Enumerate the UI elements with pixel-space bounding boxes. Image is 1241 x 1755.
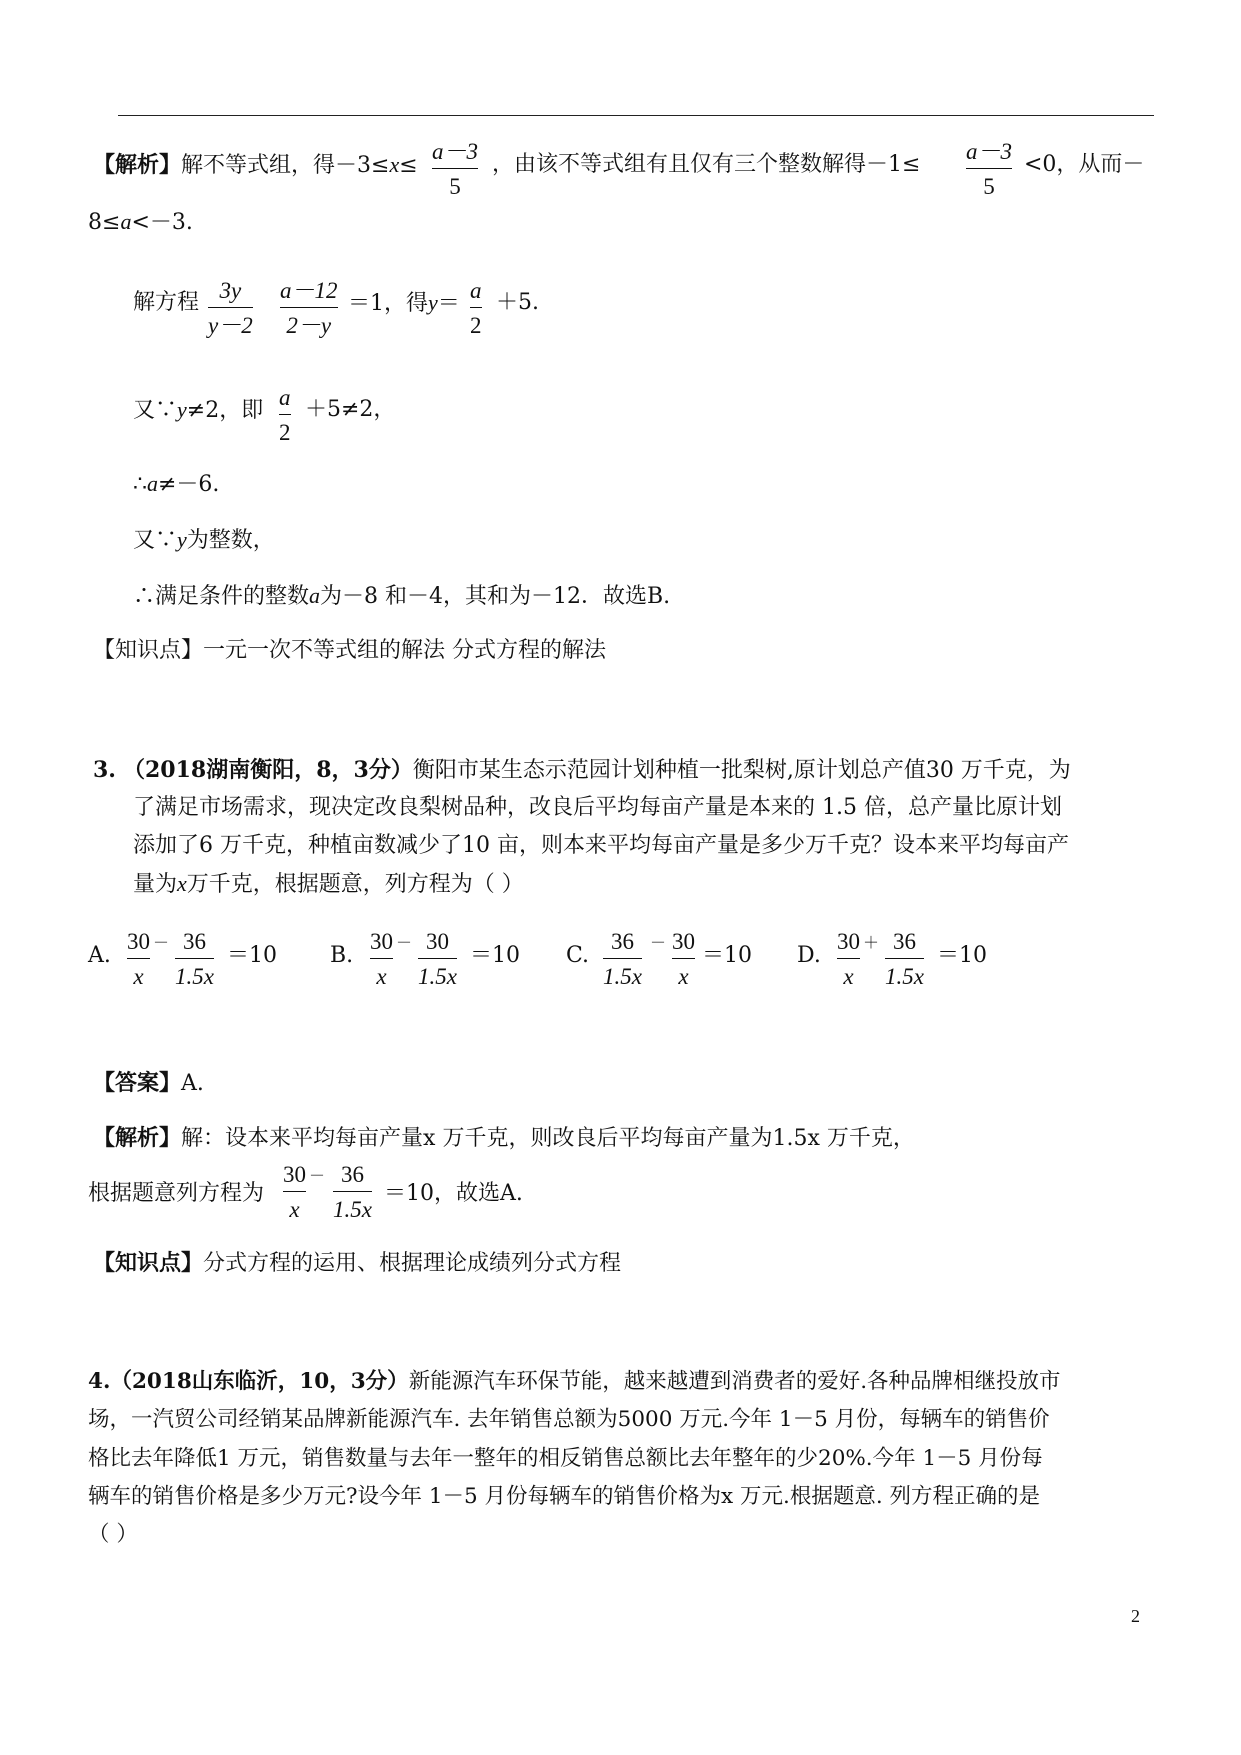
analysis-line-1-cont: ，由该不等式组有且仅有三个整数解得－1≤ bbox=[492, 152, 921, 177]
q3-analysis-line-1: 【解析】解：设本来平均每亩产量x 万千克，则改良后平均每亩产量为1.5x 万千克， bbox=[93, 1125, 915, 1151]
option-c-fraction-1: 36 1.5x bbox=[603, 929, 642, 989]
therefore-a-not-minus-6: ∴a≠－6. bbox=[133, 471, 220, 497]
q3-analysis-fraction-2: 36 1.5x bbox=[333, 1162, 372, 1222]
option-b-operator: － bbox=[396, 933, 413, 952]
fraction-a-minus-3-over-5-b: a－3 5 bbox=[966, 139, 1012, 199]
analysis-line-1: 【解析】解不等式组，得－3≤x≤ bbox=[93, 152, 418, 178]
solve-equation-tail: ＋5. bbox=[496, 290, 539, 315]
fraction-3y-over-y-minus-2: 3y y－2 bbox=[208, 278, 253, 338]
q3-line-1: 3. （2018湖南衡阳，8，3分）衡阳市某生态示范园计划种植一批梨树,原计划总产值30 万千克，为 bbox=[93, 757, 1071, 783]
analysis-line-2: 8≤a<－3. bbox=[88, 209, 193, 235]
option-a-letter: A. bbox=[88, 943, 111, 968]
option-a-fraction-1: 30 x bbox=[127, 929, 150, 989]
q4-line-4: 辆车的销售价格是多少万元?设今年 1－5 月份每辆车的销售价格为x 万元.根据题意. 列方程正确的是 bbox=[88, 1484, 1041, 1509]
option-a-fraction-2: 36 1.5x bbox=[175, 929, 214, 989]
q3-analysis-rest: ＝10，故选A. bbox=[384, 1181, 523, 1206]
condition-tail: ＋5≠2， bbox=[305, 397, 396, 422]
option-d-operator: ＋ bbox=[863, 933, 880, 952]
q3-line-2: 了满足市场需求，现决定改良梨树品种，改良后平均每亩产量是本来的 1.5 倍，总产量比原计划 bbox=[133, 795, 1062, 820]
q3-answer: 【答案】A. bbox=[93, 1070, 204, 1096]
fraction-a-minus-3-over-5: a－3 5 bbox=[432, 139, 478, 199]
q3-analysis-fraction-1: 30 x bbox=[283, 1162, 306, 1222]
fraction-a-minus-12-over-2-minus-y: a－12 2－y bbox=[280, 278, 338, 338]
analysis-label: 【解析】 bbox=[93, 152, 182, 178]
q3-line-3: 添加了6 万千克，种植亩数减少了10 亩，则本来平均每亩产量是多少万千克？设本来平均每亩产 bbox=[133, 833, 1069, 858]
fraction-a-over-2: a 2 bbox=[470, 278, 482, 338]
knowledge-point-q2: 【知识点】一元一次不等式组的解法 分式方程的解法 bbox=[93, 638, 607, 663]
header-rule bbox=[118, 115, 1154, 116]
condition-y-not-2: 又∵y≠2，即 bbox=[133, 397, 264, 423]
option-d-rest: ＝10 bbox=[937, 943, 987, 968]
option-b-letter: B. bbox=[330, 943, 354, 968]
q3-number: 3. bbox=[93, 757, 116, 783]
option-a-rest: ＝10 bbox=[227, 943, 277, 968]
option-d-fraction-1: 30 x bbox=[837, 929, 860, 989]
q4-line-5: （ ） bbox=[88, 1522, 138, 1547]
option-b-fraction-2: 30 1.5x bbox=[418, 929, 457, 989]
option-d-letter: D. bbox=[797, 943, 821, 968]
analysis-line-1-end: <0，从而－ bbox=[1024, 152, 1145, 177]
q3-analysis-line-2: 根据题意列方程为 bbox=[88, 1181, 265, 1206]
option-c-operator: － bbox=[650, 933, 667, 952]
q4-line-2: 场，一汽贸公司经销某品牌新能源汽车. 去年销售总额为5000 万元.今年 1－5 月份，每辆车的销售价 bbox=[88, 1407, 1050, 1432]
q4-line-3: 格比去年降低1 万元，销售数量与去年一整年的相反销售总额比去年整年的少20%.今年 1－5 月份每 bbox=[88, 1446, 1043, 1471]
option-c-letter: C. bbox=[566, 943, 590, 968]
fraction-a-over-2-b: a 2 bbox=[279, 385, 291, 445]
q4-source: （2018山东临沂，10，3分） bbox=[110, 1369, 409, 1394]
option-b-fraction-1: 30 x bbox=[370, 929, 393, 989]
page-number: 2 bbox=[1131, 1606, 1140, 1626]
q3-source: （2018湖南衡阳，8，3分） bbox=[122, 757, 413, 783]
option-c-rest: ＝10 bbox=[702, 943, 752, 968]
q3-line-4: 量为x万千克，根据题意，列方程为（ ） bbox=[133, 871, 524, 897]
q4-line-1: 4.（2018山东临沂，10，3分）新能源汽车环保节能，越来越遭到消费者的爱好.各种品牌相继投放市 bbox=[88, 1369, 1061, 1394]
q4-number: 4. bbox=[88, 1369, 111, 1394]
option-a-operator: － bbox=[153, 933, 170, 952]
q3-analysis-operator: － bbox=[309, 1166, 326, 1185]
conclusion-line: ∴满足条件的整数a为－8 和－4，其和为－12．故选B. bbox=[133, 583, 671, 609]
option-d-fraction-2: 36 1.5x bbox=[885, 929, 924, 989]
solve-equation-prefix: 解方程 bbox=[133, 290, 200, 315]
option-b-rest: ＝10 bbox=[470, 943, 520, 968]
condition-y-integer: 又∵y为整数， bbox=[133, 527, 275, 553]
knowledge-point-q3: 【知识点】分式方程的运用、根据理论成绩列分式方程 bbox=[93, 1250, 622, 1276]
solve-equation-rest: ＝1，得y＝ bbox=[348, 290, 460, 316]
option-c-fraction-2: 30 x bbox=[672, 929, 695, 989]
